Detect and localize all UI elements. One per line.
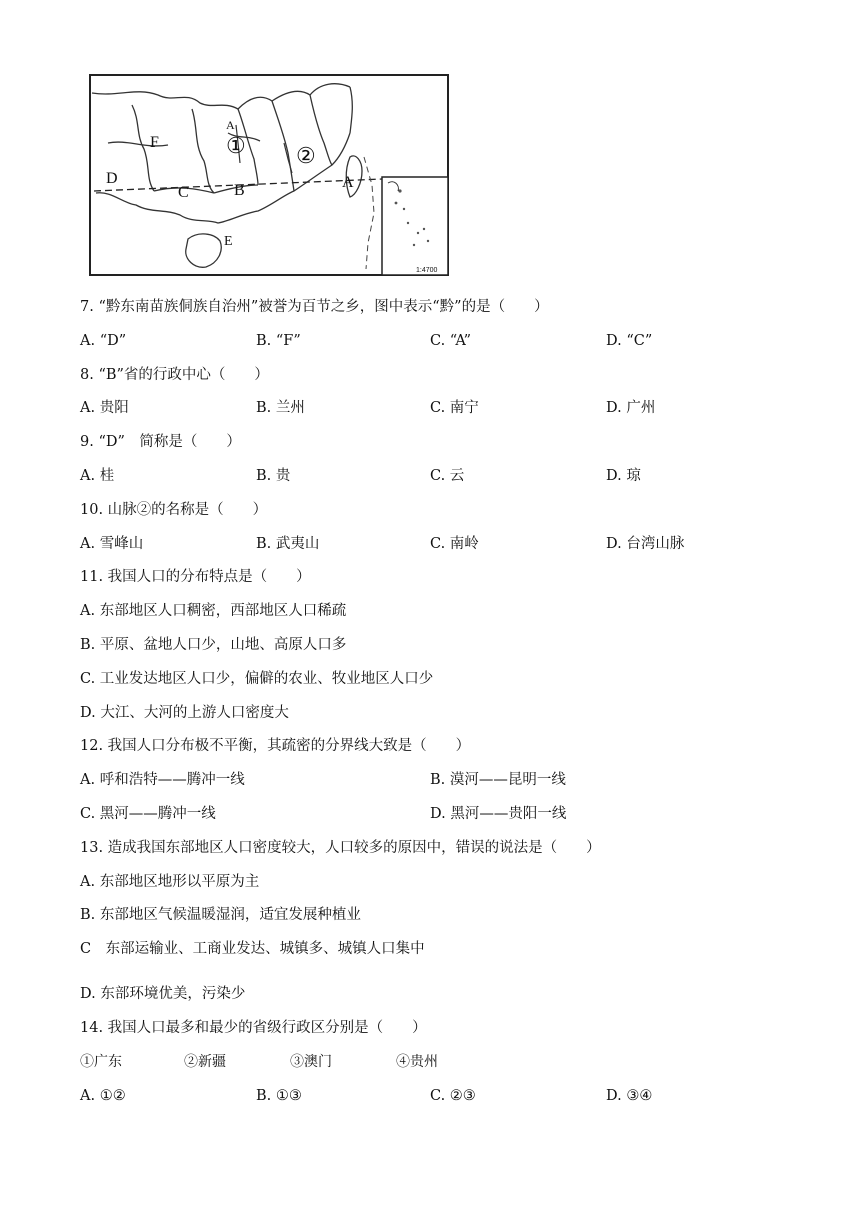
q7-option-a[interactable]: A. “D” bbox=[80, 333, 127, 349]
q11-option-d[interactable]: D. 大江、大河的上游人口密度大 bbox=[80, 705, 289, 721]
q14-option-d[interactable]: D. ③④ bbox=[606, 1088, 653, 1104]
question-14-stem: 14. 我国人口最多和最少的省级行政区分别是（ ） bbox=[80, 1020, 427, 1036]
question-12-stem: 12. 我国人口分布极不平衡，其疏密的分界线大致是（ ） bbox=[80, 738, 471, 754]
q7-option-b[interactable]: B. “F” bbox=[256, 333, 301, 349]
q10-option-b[interactable]: B. 武夷山 bbox=[256, 536, 320, 552]
map-label-a-mainland: A bbox=[226, 118, 235, 132]
q13-option-b[interactable]: B. 东部地区气候温暖湿润，适宜发展种植业 bbox=[80, 907, 361, 923]
question-9-options bbox=[80, 466, 800, 486]
q14-choice-3: ③澳门 bbox=[290, 1054, 332, 1070]
q7-option-d[interactable]: D. “C” bbox=[606, 333, 653, 349]
question-14-options bbox=[80, 1086, 800, 1106]
q13-option-c[interactable]: C 东部运输业、工商业发达、城镇多、城镇人口集中 bbox=[80, 941, 425, 957]
q7-option-c[interactable]: C. “A” bbox=[430, 333, 472, 349]
q14-choice-2: ②新疆 bbox=[184, 1054, 226, 1070]
question-10-options bbox=[80, 534, 800, 554]
map-label-d: D bbox=[106, 170, 118, 187]
q12-option-c[interactable]: C. 黑河——腾冲一线 bbox=[80, 806, 216, 822]
q14-option-b[interactable]: B. ①③ bbox=[256, 1088, 302, 1104]
question-8-stem: 8. “B”省的行政中心（ ） bbox=[80, 367, 269, 383]
q11-option-c[interactable]: C. 工业发达地区人口少，偏僻的农业、牧业地区人口少 bbox=[80, 671, 434, 687]
question-13-stem: 13. 造成我国东部地区人口密度较大，人口较多的原因中，错误的说法是（ ） bbox=[80, 840, 601, 856]
q10-option-a[interactable]: A. 雪峰山 bbox=[80, 536, 144, 552]
map-label-a-island: A bbox=[342, 174, 354, 191]
q10-option-c[interactable]: C. 南岭 bbox=[430, 536, 479, 552]
q9-option-d[interactable]: D. 琼 bbox=[606, 468, 641, 484]
south-china-map bbox=[88, 73, 450, 277]
q8-option-c[interactable]: C. 南宁 bbox=[430, 400, 479, 416]
q10-option-d[interactable]: D. 台湾山脉 bbox=[606, 536, 685, 552]
q13-option-d[interactable]: D. 东部环境优美，污染少 bbox=[80, 986, 246, 1002]
q14-option-a[interactable]: A. ①② bbox=[80, 1088, 126, 1104]
question-12-options-row1 bbox=[80, 770, 800, 790]
question-7-stem: 7. “黔东南苗族侗族自治州”被誉为百节之乡，图中表示“黔”的是（ ） bbox=[80, 299, 549, 315]
map-label-b: B bbox=[234, 182, 245, 199]
question-9-stem: 9. “D” 简称是（ ） bbox=[80, 434, 241, 450]
q8-option-b[interactable]: B. 兰州 bbox=[256, 400, 305, 416]
q11-option-b[interactable]: B. 平原、盆地人口少，山地、高原人口多 bbox=[80, 637, 347, 653]
q14-choice-1: ①广东 bbox=[80, 1054, 122, 1070]
map-scale-label: 1:4700 bbox=[416, 267, 438, 274]
q11-option-a[interactable]: A. 东部地区人口稠密，西部地区人口稀疏 bbox=[80, 603, 347, 619]
map-label-f: F bbox=[150, 134, 159, 151]
map-label-e: E bbox=[224, 234, 233, 249]
question-7-options bbox=[80, 331, 800, 351]
q9-option-a[interactable]: A. 桂 bbox=[80, 468, 115, 484]
south-china-sea-inset bbox=[382, 177, 448, 275]
question-12-options-row2 bbox=[80, 804, 800, 824]
question-11-stem: 11. 我国人口的分布特点是（ ） bbox=[80, 569, 311, 585]
q13-option-a[interactable]: A. 东部地区地形以平原为主 bbox=[80, 874, 260, 890]
q14-choice-4: ④贵州 bbox=[396, 1054, 438, 1070]
map-label-c: C bbox=[178, 184, 189, 201]
q14-option-c[interactable]: C. ②③ bbox=[430, 1088, 476, 1104]
question-8-options bbox=[80, 398, 800, 418]
q9-option-c[interactable]: C. 云 bbox=[430, 468, 465, 484]
map-label-two: ② bbox=[296, 143, 316, 168]
q9-option-b[interactable]: B. 贵 bbox=[256, 468, 291, 484]
q8-option-a[interactable]: A. 贵阳 bbox=[80, 400, 129, 416]
q12-option-d[interactable]: D. 黑河——贵阳一线 bbox=[430, 806, 567, 822]
q8-option-d[interactable]: D. 广州 bbox=[606, 400, 656, 416]
map-label-one: ① bbox=[226, 133, 246, 158]
question-14-choices bbox=[80, 1052, 800, 1072]
q12-option-b[interactable]: B. 漠河——昆明一线 bbox=[430, 772, 566, 788]
q12-option-a[interactable]: A. 呼和浩特——腾冲一线 bbox=[80, 772, 245, 788]
question-10-stem: 10. 山脉②的名称是（ ） bbox=[80, 502, 268, 518]
